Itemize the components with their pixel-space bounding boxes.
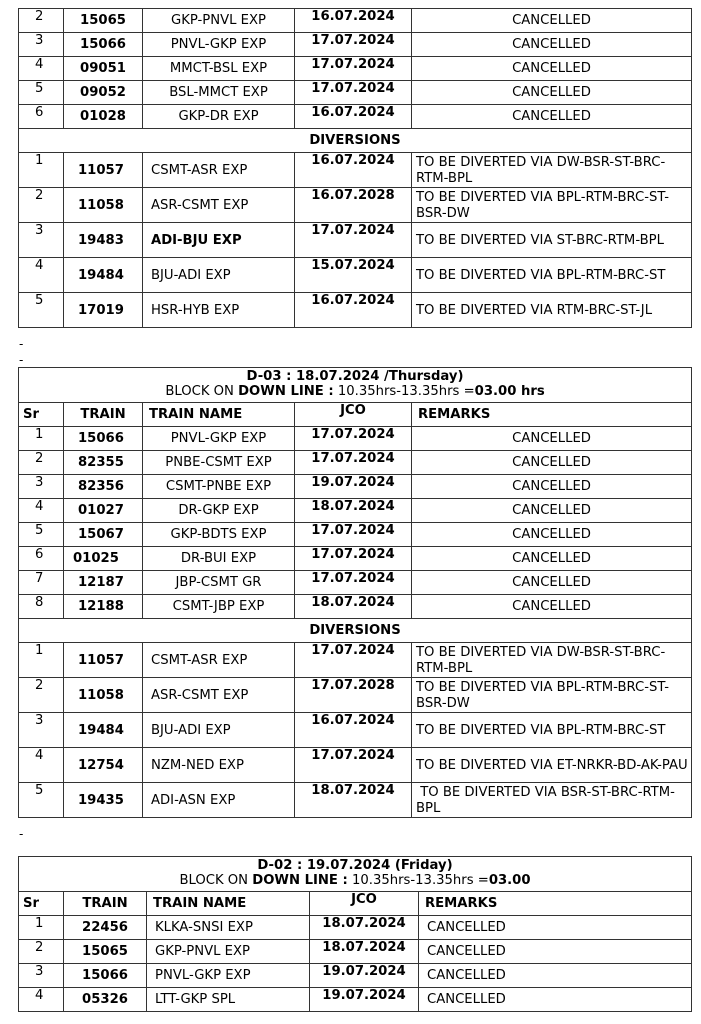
train-name: PNVL-GKP EXP — [143, 427, 295, 451]
train-name: BSL-MMCT EXP — [143, 81, 295, 105]
block-title-cell — [19, 368, 692, 403]
separator-dash: - — [19, 353, 24, 367]
column-header-remarks: REMARKS — [419, 892, 692, 916]
remarks-cell: CANCELLED — [412, 499, 692, 523]
train-number: 01025 — [64, 547, 143, 571]
train-name: HSR-HYB EXP — [143, 293, 295, 328]
remarks-cell: CANCELLED — [412, 571, 692, 595]
remarks-cell: CANCELLED — [419, 916, 692, 940]
sr-cell: 2 — [19, 9, 64, 33]
sr-cell: 3 — [19, 964, 64, 988]
sr-cell: 4 — [19, 57, 64, 81]
train-name: CSMT-JBP EXP — [143, 595, 295, 619]
column-header-jco: JCO — [295, 403, 412, 427]
table-row — [19, 713, 692, 748]
jco-date: 18.07.2024 — [310, 940, 419, 964]
sr-cell: 6 — [19, 105, 64, 129]
table-d02 — [18, 856, 692, 1012]
block-line-info — [23, 873, 687, 888]
train-name: BJU-ADI EXP — [143, 713, 295, 748]
train-name: NZM-NED EXP — [143, 748, 295, 783]
sr-cell: 1 — [19, 153, 64, 188]
sr-cell: 2 — [19, 188, 64, 223]
block-title: D-03 : 18.07.2024 /Thursday) — [246, 369, 464, 384]
table-row — [19, 33, 692, 57]
table-row — [19, 783, 692, 818]
block-time: 10.35hrs-13.35hrs = — [347, 873, 489, 888]
block-line-info — [23, 384, 687, 399]
jco-date: 17.07.2024 — [295, 81, 412, 105]
jco-date: 17.07.2024 — [295, 223, 412, 258]
remarks-cell: CANCELLED — [412, 57, 692, 81]
block-title-row — [19, 368, 692, 403]
block-title: D-02 : 19.07.2024 (Friday) — [257, 858, 453, 873]
table-row — [19, 57, 692, 81]
sr-cell: 3 — [19, 223, 64, 258]
train-name: GKP-BDTS EXP — [143, 523, 295, 547]
jco-date: 18.07.2024 — [295, 499, 412, 523]
sr-cell: 5 — [19, 523, 64, 547]
table-row — [19, 9, 692, 33]
column-header-train-name: TRAIN NAME — [143, 403, 295, 427]
train-number: 12188 — [64, 595, 143, 619]
remarks-cell: TO BE DIVERTED VIA DW-BSR-ST-BRC-RTM-BPL — [412, 643, 692, 678]
table-row — [19, 547, 692, 571]
sr-cell: 5 — [19, 783, 64, 818]
sr-cell: 2 — [19, 940, 64, 964]
table-row — [19, 153, 692, 188]
remarks-cell: TO BE DIVERTED VIA BPL-RTM-BRC-ST-BSR-DW — [412, 678, 692, 713]
jco-date: 16.07.2024 — [295, 293, 412, 328]
jco-date: 18.07.2024 — [295, 595, 412, 619]
train-number: 82355 — [64, 451, 143, 475]
table-d04-continued — [18, 8, 692, 328]
remarks-cell: TO BE DIVERTED VIA RTM-BRC-ST-JL — [412, 293, 692, 328]
table-d03 — [18, 367, 692, 818]
table-row — [19, 475, 692, 499]
block-prefix: BLOCK ON — [165, 384, 239, 399]
diversions-heading: DIVERSIONS — [19, 129, 692, 153]
table-row — [19, 678, 692, 713]
train-number: 17019 — [64, 293, 143, 328]
block-duration: 03.00 hrs — [474, 384, 545, 399]
separator-dash: - — [19, 337, 24, 351]
table-row — [19, 293, 692, 328]
jco-date: 18.07.2024 — [295, 783, 412, 818]
train-number: 19435 — [64, 783, 143, 818]
table-row — [19, 643, 692, 678]
remarks-cell: TO BE DIVERTED VIA BSR-ST-BRC-RTM-BPL — [412, 783, 692, 818]
train-number: 01027 — [64, 499, 143, 523]
train-number: 15065 — [64, 940, 147, 964]
train-number: 11058 — [64, 678, 143, 713]
remarks-cell: TO BE DIVERTED VIA DW-BSR-ST-BRC-RTM-BPL — [412, 153, 692, 188]
jco-date: 17.07.2028 — [295, 678, 412, 713]
jco-date: 19.07.2024 — [310, 988, 419, 1012]
diversions-header-row — [19, 129, 692, 153]
sr-cell: 5 — [19, 81, 64, 105]
sr-cell: 1 — [19, 427, 64, 451]
remarks-cell: CANCELLED — [412, 523, 692, 547]
jco-date: 17.07.2024 — [295, 451, 412, 475]
train-name: CSMT-PNBE EXP — [143, 475, 295, 499]
block-duration: 03.00 — [488, 873, 531, 888]
jco-date: 17.07.2024 — [295, 427, 412, 451]
train-name: PNVL-GKP EXP — [147, 964, 310, 988]
train-name: KLKA-SNSI EXP — [147, 916, 310, 940]
train-number: 01028 — [64, 105, 143, 129]
train-number: 09052 — [64, 81, 143, 105]
remarks-cell: CANCELLED — [419, 988, 692, 1012]
remarks-cell: CANCELLED — [412, 105, 692, 129]
train-name: GKP-DR EXP — [143, 105, 295, 129]
block-line: DOWN LINE : — [252, 873, 348, 888]
table-row — [19, 988, 692, 1012]
remarks-cell: TO BE DIVERTED VIA BPL-RTM-BRC-ST-BSR-DW — [412, 188, 692, 223]
column-header-train-name: TRAIN NAME — [147, 892, 310, 916]
jco-date: 19.07.2024 — [310, 964, 419, 988]
table-row — [19, 748, 692, 783]
train-name: ASR-CSMT EXP — [143, 678, 295, 713]
sr-cell: 2 — [19, 678, 64, 713]
table-row — [19, 571, 692, 595]
train-number: 11057 — [64, 153, 143, 188]
train-name: PNVL-GKP EXP — [143, 33, 295, 57]
train-name: ADI-BJU EXP — [143, 223, 295, 258]
sr-cell: 3 — [19, 33, 64, 57]
train-number: 12754 — [64, 748, 143, 783]
diversions-heading: DIVERSIONS — [19, 619, 692, 643]
remarks-cell: TO BE DIVERTED VIA BPL-RTM-BRC-ST — [412, 258, 692, 293]
remarks-cell: CANCELLED — [412, 595, 692, 619]
train-name: ADI-ASN EXP — [143, 783, 295, 818]
table-row — [19, 940, 692, 964]
table-row — [19, 523, 692, 547]
remarks-cell: CANCELLED — [412, 81, 692, 105]
jco-date: 17.07.2024 — [295, 33, 412, 57]
remarks-cell: CANCELLED — [412, 9, 692, 33]
remarks-cell: CANCELLED — [412, 475, 692, 499]
block-line: DOWN LINE : — [238, 384, 334, 399]
sr-cell: 4 — [19, 748, 64, 783]
header-row — [19, 892, 692, 916]
sr-cell: 3 — [19, 475, 64, 499]
train-number: 09051 — [64, 57, 143, 81]
table-row — [19, 964, 692, 988]
train-name: MMCT-BSL EXP — [143, 57, 295, 81]
train-number: 15067 — [64, 523, 143, 547]
jco-date: 16.07.2028 — [295, 188, 412, 223]
jco-date: 18.07.2024 — [310, 916, 419, 940]
column-header-sr: Sr — [19, 892, 64, 916]
table-row — [19, 916, 692, 940]
train-number: 19484 — [64, 258, 143, 293]
remarks-cell: CANCELLED — [412, 451, 692, 475]
remarks-cell: CANCELLED — [419, 964, 692, 988]
block-time: 10.35hrs-13.35hrs = — [333, 384, 475, 399]
train-number: 82356 — [64, 475, 143, 499]
table-row — [19, 188, 692, 223]
train-number: 15066 — [64, 427, 143, 451]
remarks-cell: TO BE DIVERTED VIA BPL-RTM-BRC-ST — [412, 713, 692, 748]
sr-cell: 1 — [19, 916, 64, 940]
table-row — [19, 451, 692, 475]
train-number: 15065 — [64, 9, 143, 33]
table-row — [19, 81, 692, 105]
train-number: 11057 — [64, 643, 143, 678]
train-name: PNBE-CSMT EXP — [143, 451, 295, 475]
jco-date: 16.07.2024 — [295, 153, 412, 188]
jco-date: 17.07.2024 — [295, 547, 412, 571]
block-prefix: BLOCK ON — [179, 873, 253, 888]
jco-date: 16.07.2024 — [295, 713, 412, 748]
remarks-cell: CANCELLED — [412, 33, 692, 57]
sr-cell: 5 — [19, 293, 64, 328]
train-number: 15066 — [64, 33, 143, 57]
column-header-sr: Sr — [19, 403, 64, 427]
remarks-cell: CANCELLED — [412, 427, 692, 451]
remarks-cell: TO BE DIVERTED VIA ST-BRC-RTM-BPL — [412, 223, 692, 258]
jco-date: 17.07.2024 — [295, 523, 412, 547]
train-number: 15066 — [64, 964, 147, 988]
train-name: JBP-CSMT GR — [143, 571, 295, 595]
sr-cell: 6 — [19, 547, 64, 571]
train-name: CSMT-ASR EXP — [143, 153, 295, 188]
block-title-cell — [19, 857, 692, 892]
train-number: 19484 — [64, 713, 143, 748]
sr-cell: 4 — [19, 258, 64, 293]
jco-date: 17.07.2024 — [295, 57, 412, 81]
jco-date: 19.07.2024 — [295, 475, 412, 499]
train-name: CSMT-ASR EXP — [143, 643, 295, 678]
sr-cell: 7 — [19, 571, 64, 595]
block-title-row — [19, 857, 692, 892]
table-row — [19, 427, 692, 451]
header-row — [19, 403, 692, 427]
sr-cell: 1 — [19, 643, 64, 678]
train-name: GKP-PNVL EXP — [147, 940, 310, 964]
sr-cell: 2 — [19, 451, 64, 475]
separator-dash: - — [19, 827, 24, 841]
jco-date: 17.07.2024 — [295, 643, 412, 678]
column-header-jco: JCO — [310, 892, 419, 916]
train-number: 05326 — [64, 988, 147, 1012]
table-row — [19, 258, 692, 293]
diversions-header-row — [19, 619, 692, 643]
table-row — [19, 499, 692, 523]
train-name: LTT-GKP SPL — [147, 988, 310, 1012]
sr-cell: 8 — [19, 595, 64, 619]
column-header-train: TRAIN — [64, 892, 147, 916]
train-number: 12187 — [64, 571, 143, 595]
train-number: 19483 — [64, 223, 143, 258]
table-row — [19, 223, 692, 258]
column-header-train: TRAIN — [64, 403, 143, 427]
train-number: 22456 — [64, 916, 147, 940]
train-name: GKP-PNVL EXP — [143, 9, 295, 33]
jco-date: 17.07.2024 — [295, 571, 412, 595]
remarks-cell: CANCELLED — [419, 940, 692, 964]
sr-cell: 3 — [19, 713, 64, 748]
jco-date: 17.07.2024 — [295, 748, 412, 783]
table-row — [19, 105, 692, 129]
remarks-cell: CANCELLED — [412, 547, 692, 571]
train-number: 11058 — [64, 188, 143, 223]
remarks-cell: TO BE DIVERTED VIA ET-NRKR-BD-AK-PAU — [412, 748, 692, 783]
jco-date: 15.07.2024 — [295, 258, 412, 293]
jco-date: 16.07.2024 — [295, 105, 412, 129]
train-name: DR-GKP EXP — [143, 499, 295, 523]
column-header-remarks: REMARKS — [412, 403, 692, 427]
sr-cell: 4 — [19, 988, 64, 1012]
train-name: ASR-CSMT EXP — [143, 188, 295, 223]
train-name: BJU-ADI EXP — [143, 258, 295, 293]
sr-cell: 4 — [19, 499, 64, 523]
table-row — [19, 595, 692, 619]
train-name: DR-BUI EXP — [143, 547, 295, 571]
jco-date: 16.07.2024 — [295, 9, 412, 33]
